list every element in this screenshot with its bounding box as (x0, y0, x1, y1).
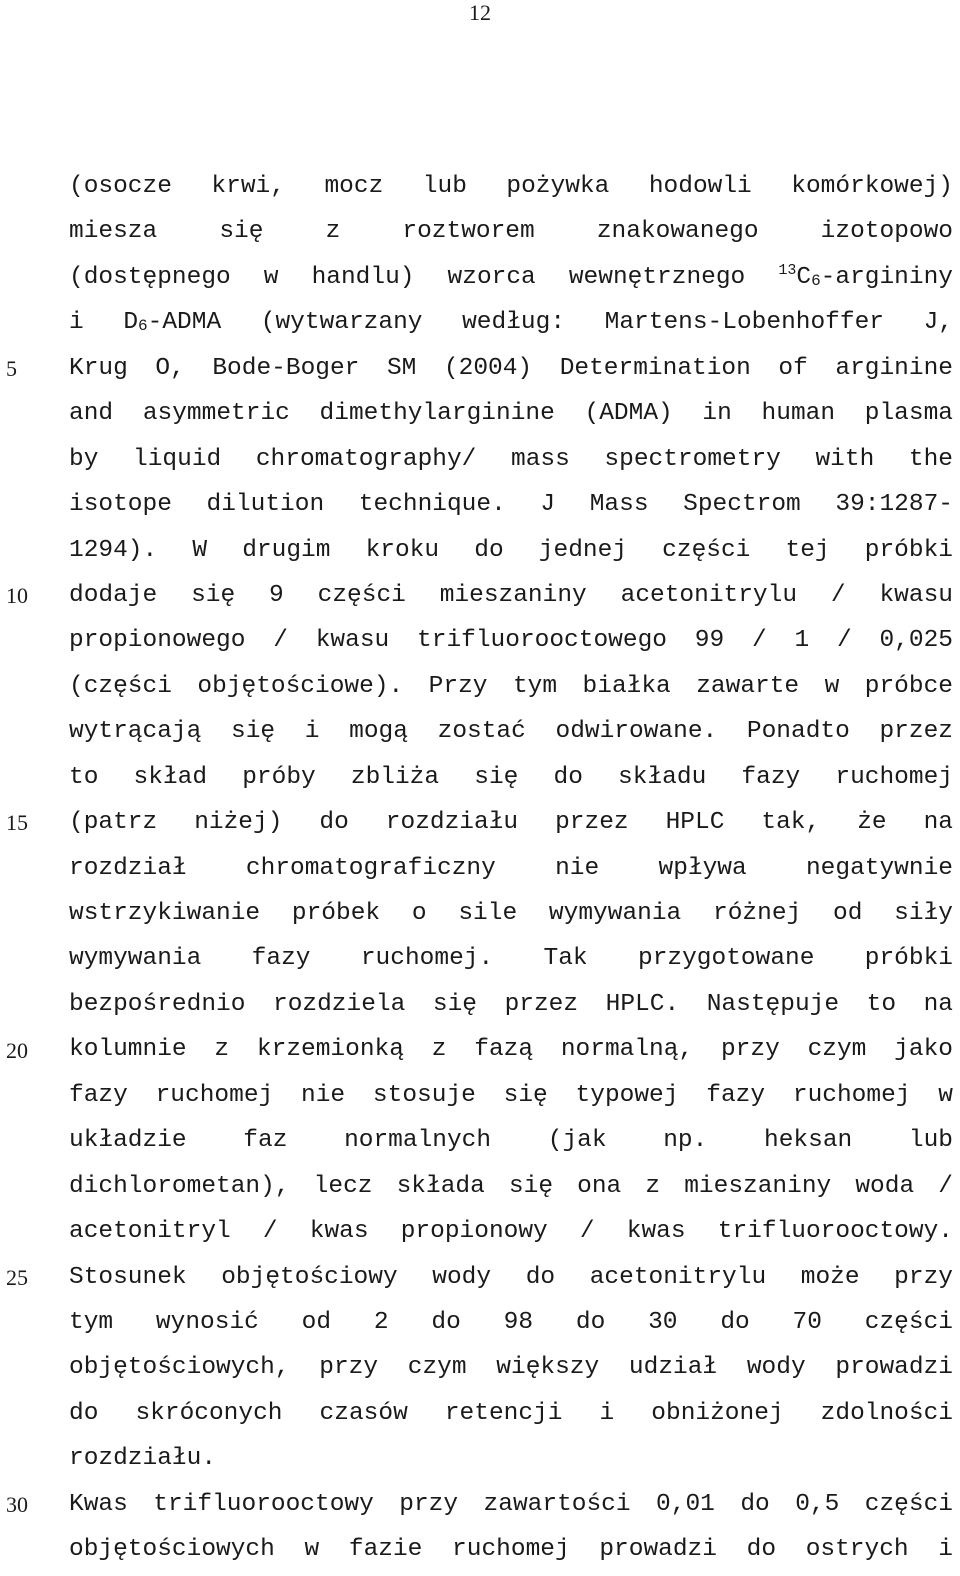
text-line (69, 800, 953, 845)
line-number: 20 (6, 1037, 28, 1063)
text-line (69, 1118, 953, 1163)
text-line (69, 437, 953, 482)
text-line (69, 164, 953, 209)
text-segment: i D (69, 309, 139, 337)
text-line (69, 936, 953, 981)
subscript: 6 (138, 317, 148, 336)
text-segment: rozdział chromatograficzny nie wpływa negatywnie (69, 854, 953, 882)
text-segment: Kwas trifluorooctowy przy zawartości 0,01 do 0,5 części (69, 1490, 953, 1518)
text-line (69, 300, 953, 345)
text-segment: dichlorometan), lecz składa się ona z mieszaniny woda / (69, 1172, 953, 1200)
text-segment: (osocze krwi, mocz lub pożywka hodowli komórkowej) (69, 173, 953, 200)
text-line (69, 1255, 953, 1300)
text-line (69, 1482, 953, 1527)
text-segment: wstrzykiwanie próbek o sile wymywania różnej od siły (69, 900, 953, 927)
text-segment: -ADMA (wytwarzany według: Martens-Lobenhoffer J, (147, 309, 953, 337)
text-segment: miesza się z roztworem znakowanego izotopowo (69, 218, 953, 246)
line-number: 15 (6, 810, 28, 836)
text-line (69, 664, 953, 709)
text-line (69, 1436, 953, 1481)
text-line (69, 846, 953, 891)
text-segment: (patrz niżej) do rozdziału przez HPLC tak, że na (69, 809, 953, 837)
text-line (69, 1027, 953, 1072)
page-number: 12 (469, 0, 491, 25)
text-line (69, 1345, 953, 1390)
text-segment: objętościowych, przy czym większy udział wody prowadzi (69, 1354, 953, 1382)
text-line (69, 482, 953, 527)
text-segment: wymywania fazy ruchomej. Tak przygotowane próbki (69, 945, 953, 973)
text-segment: -argininy (820, 263, 953, 291)
text-segment: Stosunek objętościowy wody do acetonitrylu może przy (69, 1263, 953, 1291)
text-segment: Krug O, Bode-Boger SM (2004) Determination of arginine (69, 354, 953, 382)
text-line (69, 528, 953, 573)
text-line (69, 982, 953, 1027)
text-segment: rozdziału. (69, 1445, 217, 1473)
line-number: 25 (6, 1264, 28, 1290)
text-segment: propionowego / kwasu trifluorooctowego 99 / 1 / 0,025 (69, 627, 953, 655)
text-segment: C (796, 263, 812, 291)
text-segment: fazy ruchomej nie stosuje się typowej fazy ruchomej w (69, 1081, 953, 1109)
text-segment: by liquid chromatography/ mass spectrometry with the (69, 445, 953, 473)
text-segment: kolumnie z krzemionką z fazą normalną, przy czym jako (69, 1036, 953, 1064)
text-line (69, 209, 953, 254)
text-line (69, 391, 953, 436)
text-segment: układzie faz normalnych (jak np. heksan lub (69, 1127, 953, 1155)
text-line (69, 755, 953, 800)
text-segment: tym wynosić od 2 do 98 do 30 do 70 części (69, 1308, 953, 1336)
text-segment: and asymmetric dimethylarginine (ADMA) in human plasma (69, 400, 953, 428)
text-segment: isotope dilution technique. J Mass Spectrom 39:1287- (69, 491, 953, 519)
text-line (69, 346, 953, 391)
text-line (69, 1073, 953, 1118)
text-segment: do skróconych czasów retencji i obniżonej zdolności (69, 1399, 953, 1427)
text-line (69, 573, 953, 618)
text-line (69, 1164, 953, 1209)
text-segment: 1294). W drugim kroku do jednej części tej próbki (69, 536, 953, 564)
line-number: 5 (6, 355, 17, 381)
text-segment: wytrącają się i mogą zostać odwirowane. Ponadto przez (69, 718, 953, 746)
line-number: 30 (6, 1492, 28, 1518)
text-segment: to skład próby zbliża się do składu fazy ruchomej (69, 763, 953, 791)
text-line (69, 255, 953, 300)
text-line (69, 1300, 953, 1345)
text-line (69, 709, 953, 754)
text-line (69, 1391, 953, 1436)
subscript: 6 (811, 271, 821, 290)
text-segment: (części objętościowe). Przy tym białka zawarte w próbce (69, 672, 953, 700)
text-segment: acetonitryl / kwas propionowy / kwas trifluorooctowy. (69, 1218, 953, 1246)
body-text (69, 164, 953, 1573)
line-number: 10 (6, 583, 28, 609)
text-line (69, 1209, 953, 1254)
text-line (69, 618, 953, 663)
text-segment: dodaje się 9 części mieszaniny acetonitrylu / kwasu (69, 581, 953, 609)
text-line (69, 1527, 953, 1572)
text-segment: (dostępnego w handlu) wzorca wewnętrznego (69, 263, 779, 291)
text-segment: bezpośrednio rozdziela się przez HPLC. Następuje to na (69, 990, 953, 1018)
text-segment: objętościowych w fazie ruchomej prowadzi do ostrych i (69, 1536, 953, 1564)
superscript: 13 (778, 261, 797, 279)
text-line (69, 891, 953, 936)
